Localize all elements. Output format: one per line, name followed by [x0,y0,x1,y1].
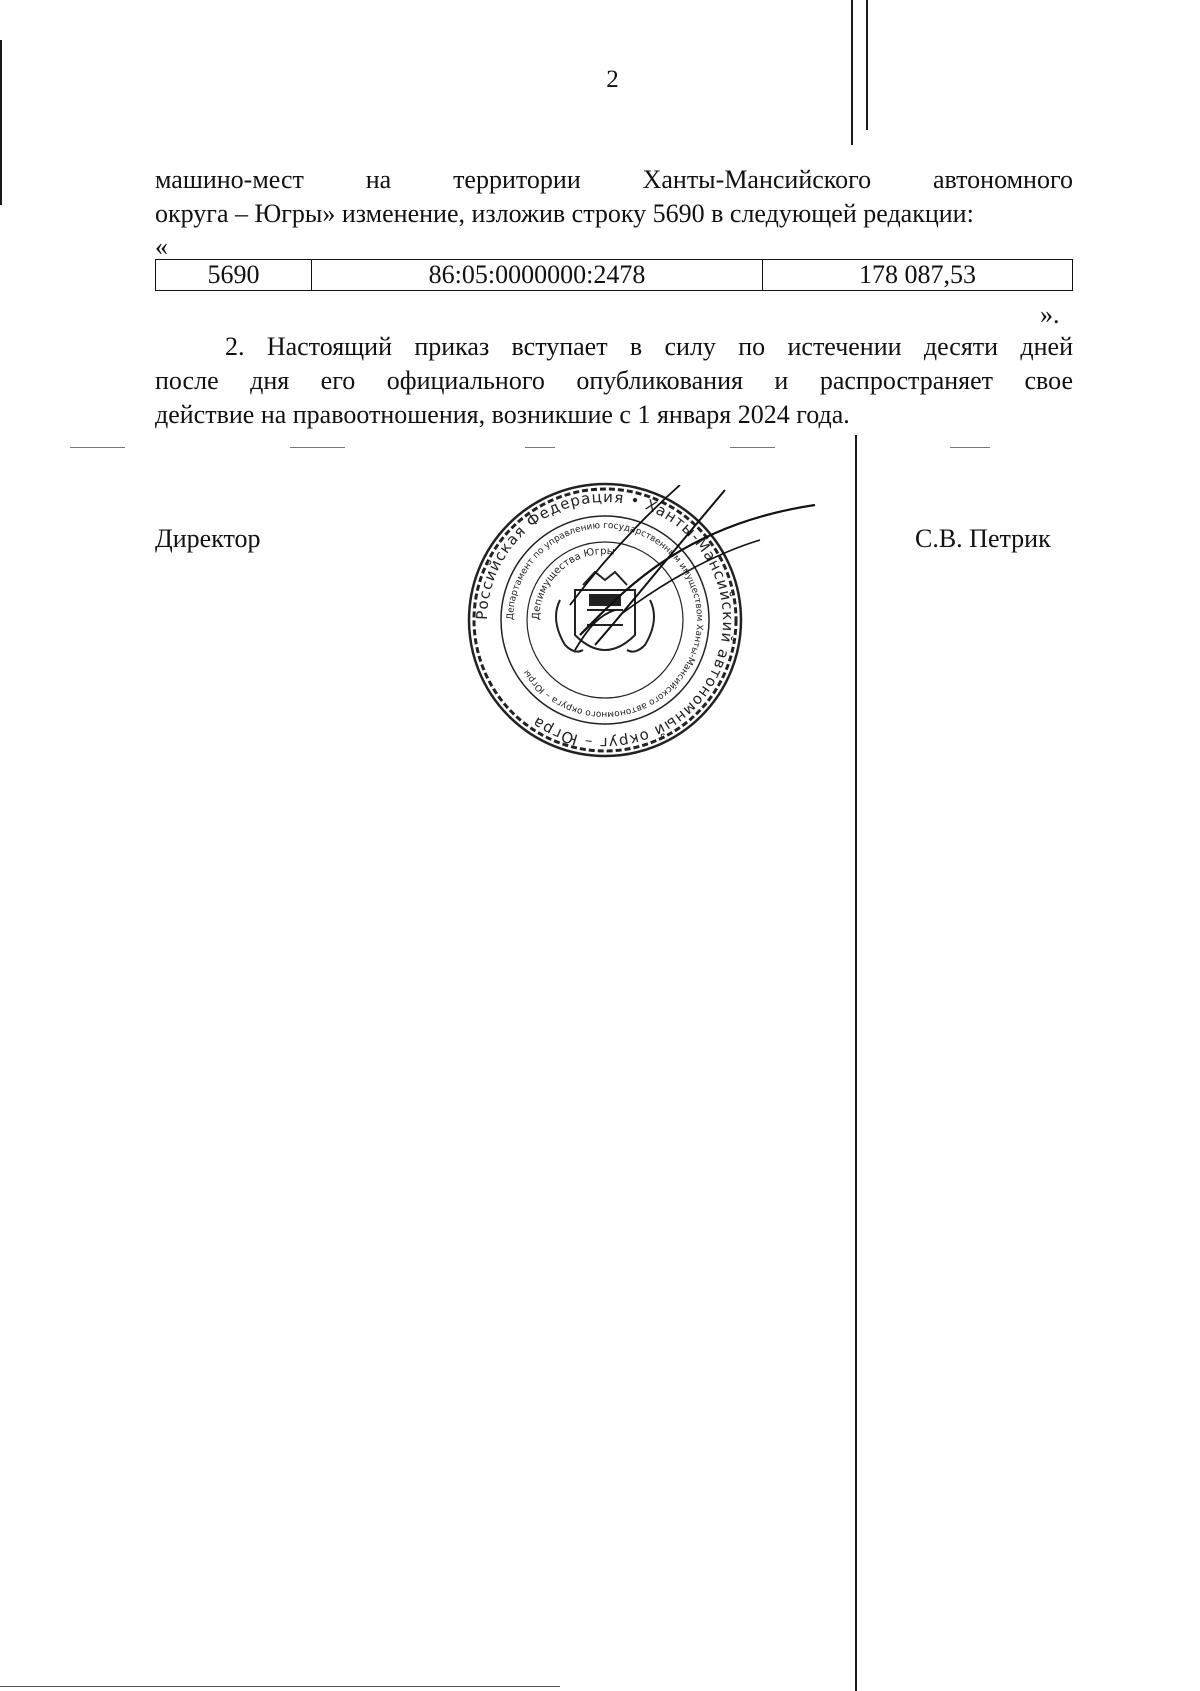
scan-edge-right [855,435,857,1691]
cadastral-value-cell: 178 087,53 [763,260,1073,291]
paragraph-continuation [155,163,1073,231]
scan-edge-left [0,40,2,205]
word: машино-мест [155,165,304,194]
closing-quote: ». [1040,300,1060,329]
word: Ханты-Мансийского [642,165,872,194]
paragraph1-line2: округа – Югры» изменение, изложив строку 5690 в следующей редакции: [155,199,974,228]
page-number: 2 [606,66,619,93]
seal-core-text: Депимущества Югры [530,545,615,621]
cadastral-number-cell: 86:05:0000000:2478 [312,260,763,291]
seal-inner-text: Департамент по управлению государственным имуществом Ханты-Мансийского автономного округа – Югры [505,520,705,720]
paragraph2-line2: после дня его официального опубликования и распространяет свое [155,366,1073,395]
row-number-cell: 5690 [156,260,312,291]
word: на [365,165,392,194]
seal-outer-text: Российская Федерация • Ханты-Мансийский автономный округ – Югра [472,487,738,753]
paragraph-2 [155,330,1073,432]
table-row [156,260,1073,291]
signatory-title: Директор [155,524,261,553]
paragraph2-line1: 2. Настоящий приказ вступает в силу по истечении десяти дней [225,332,1073,361]
amended-row-table [155,259,1073,291]
opening-quote: « [155,232,168,261]
word: территории [453,165,581,194]
scan-edge-right-top-2 [866,0,868,130]
paragraph1-line1 [155,163,1073,197]
signatory-name: С.В. Петрик [915,524,1051,553]
handwritten-signature [560,485,820,655]
scan-edge-bottom [0,1686,560,1687]
paragraph2-line3: действие на правоотношения, возникшие с 1 января 2024 года. [155,400,850,429]
word: автономного [932,165,1073,194]
